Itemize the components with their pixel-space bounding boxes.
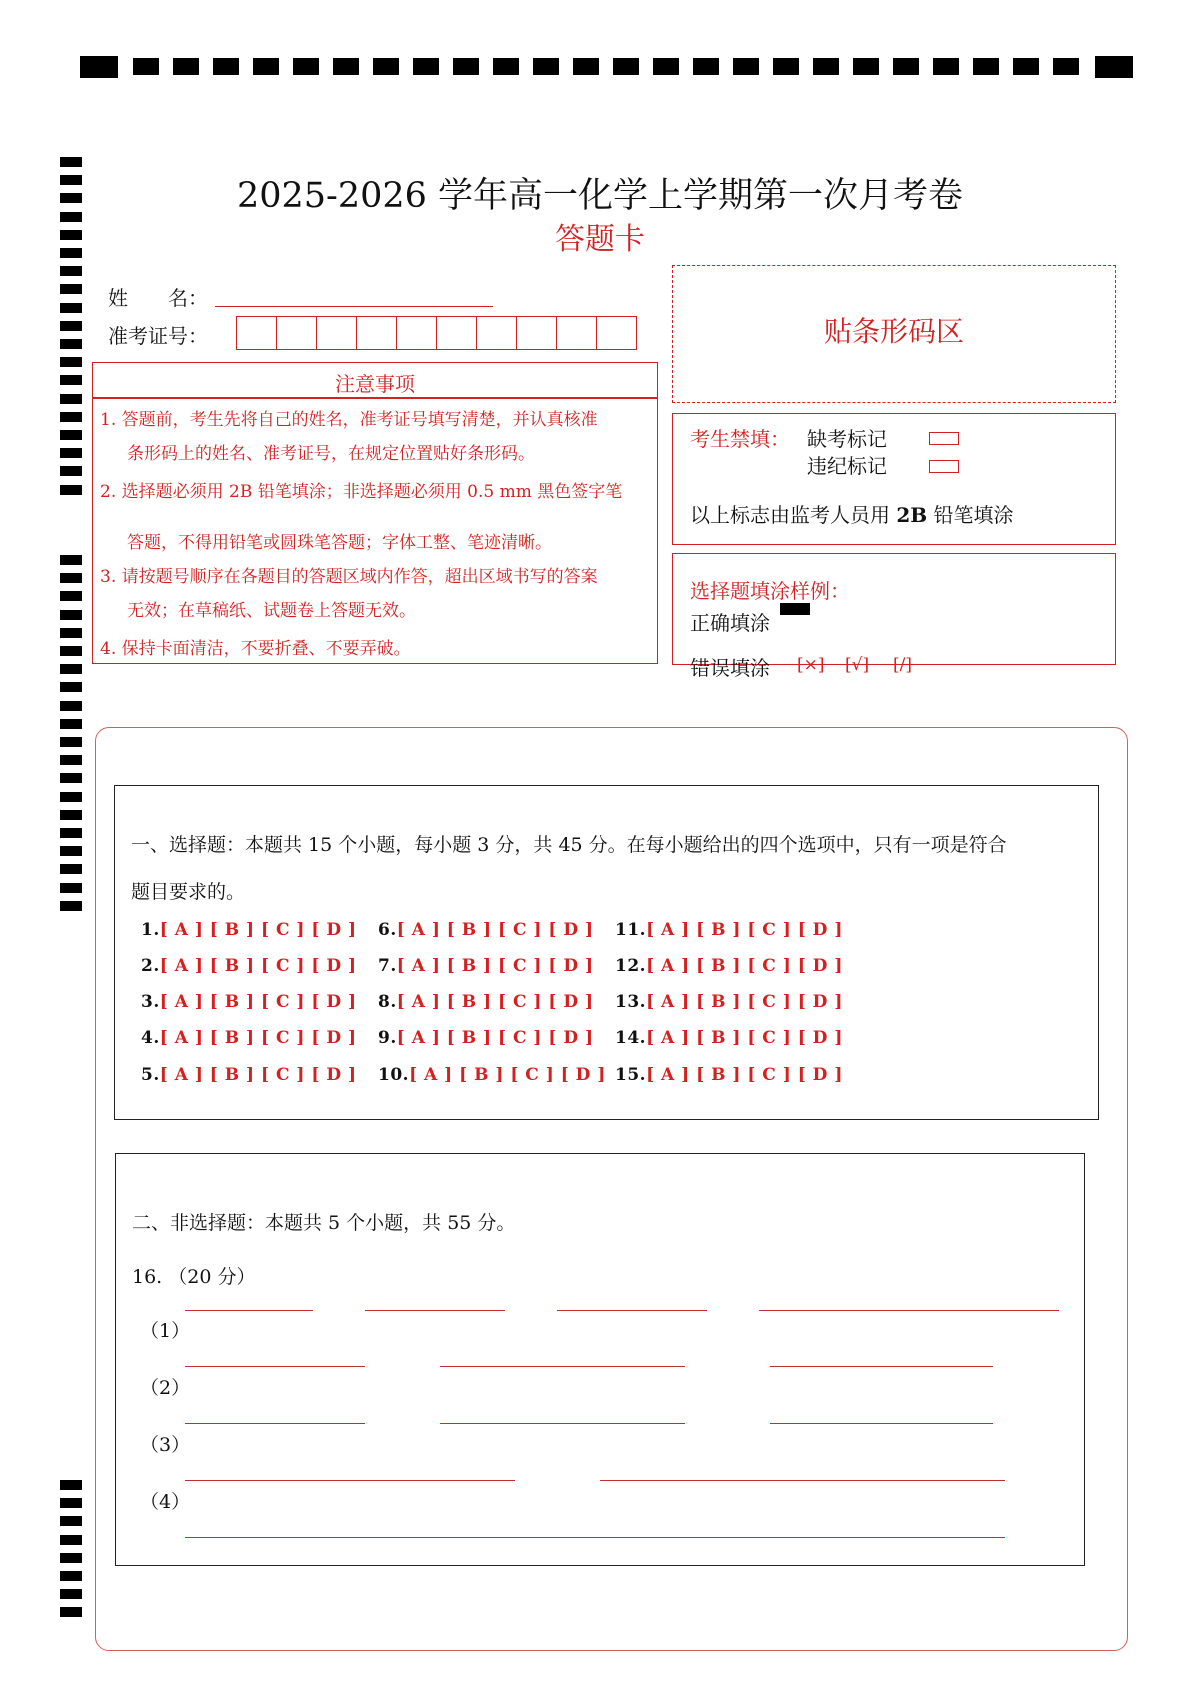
timing-mark bbox=[60, 610, 82, 620]
notice-line-4: 答题，不得用铅笔或圆珠笔答题；字体工整、笔迹清晰。 bbox=[127, 533, 552, 553]
timing-mark bbox=[60, 846, 82, 856]
timing-mark bbox=[693, 58, 719, 75]
timing-mark bbox=[373, 58, 399, 75]
timing-mark bbox=[733, 58, 759, 75]
timing-mark bbox=[60, 284, 82, 294]
timing-mark bbox=[60, 1589, 82, 1599]
option-bubbles[interactable]: [ A ] [ B ] [ C ] [ D ] bbox=[409, 1065, 606, 1085]
choice-question bbox=[615, 956, 843, 976]
choice-question bbox=[378, 920, 594, 940]
part-2-label: （2） bbox=[140, 1377, 191, 1399]
question-number: 1. bbox=[141, 920, 160, 940]
answer-line[interactable] bbox=[770, 1423, 993, 1424]
wrong-mark-check: [√] bbox=[845, 655, 870, 675]
timing-mark bbox=[60, 810, 82, 820]
timing-mark bbox=[60, 412, 82, 422]
timing-mark bbox=[80, 56, 118, 78]
notice-heading-box bbox=[92, 362, 658, 398]
section-choice-instruction-1: 一、选择题：本题共 15 个小题，每小题 3 分，共 45 分。在每小题给出的四个选项中，只有一项是符合 bbox=[131, 834, 1007, 856]
timing-mark bbox=[60, 737, 82, 747]
timing-mark bbox=[60, 157, 82, 167]
page-title: 2025-2026 学年高一化学上学期第一次月考卷 bbox=[236, 176, 964, 216]
barcode-label: 贴条形码区 bbox=[823, 315, 964, 348]
correct-fill-label: 正确填涂 bbox=[690, 611, 770, 635]
timing-mark bbox=[173, 58, 199, 75]
answer-line[interactable] bbox=[770, 1366, 993, 1367]
timing-mark bbox=[60, 883, 82, 893]
timing-mark bbox=[60, 357, 82, 367]
timing-mark bbox=[1053, 58, 1079, 75]
timing-mark bbox=[573, 58, 599, 75]
answer-line[interactable] bbox=[440, 1366, 685, 1367]
choice-question bbox=[615, 1065, 843, 1085]
timing-mark bbox=[493, 58, 519, 75]
timing-mark bbox=[853, 58, 879, 75]
timing-mark bbox=[60, 664, 82, 674]
choice-question bbox=[141, 1028, 357, 1048]
choice-question bbox=[378, 956, 594, 976]
timing-mark bbox=[60, 448, 82, 458]
exam-id-digit-box[interactable] bbox=[316, 316, 357, 350]
option-bubbles[interactable]: [ A ] [ B ] [ C ] [ D ] bbox=[396, 920, 594, 940]
exam-id-digit-box[interactable] bbox=[476, 316, 517, 350]
option-bubbles[interactable]: [ A ] [ B ] [ C ] [ D ] bbox=[159, 956, 357, 976]
question-number: 13. bbox=[615, 992, 647, 1012]
option-bubbles[interactable]: [ A ] [ B ] [ C ] [ D ] bbox=[646, 992, 843, 1012]
exam-id-digit-box[interactable] bbox=[276, 316, 317, 350]
timing-mark bbox=[60, 646, 82, 656]
choice-question bbox=[141, 992, 357, 1012]
wrong-mark-cross: [×] bbox=[797, 655, 825, 675]
answer-line[interactable] bbox=[759, 1310, 1059, 1311]
section-choice-instruction-2: 题目要求的。 bbox=[131, 881, 246, 903]
timing-mark bbox=[60, 792, 82, 802]
question-number: 3. bbox=[141, 992, 160, 1012]
choice-question bbox=[378, 1028, 594, 1048]
timing-mark bbox=[773, 58, 799, 75]
timing-mark bbox=[973, 58, 999, 75]
exam-id-digit-box[interactable] bbox=[436, 316, 477, 350]
option-bubbles[interactable]: [ A ] [ B ] [ C ] [ D ] bbox=[646, 920, 843, 940]
timing-mark bbox=[893, 58, 919, 75]
timing-mark bbox=[60, 375, 82, 385]
wrong-mark-slash: [/] bbox=[893, 655, 912, 675]
answer-line[interactable] bbox=[557, 1310, 707, 1311]
absent-mark-box[interactable] bbox=[929, 432, 959, 445]
timing-mark bbox=[60, 555, 82, 565]
timing-mark bbox=[60, 864, 82, 874]
choice-question bbox=[141, 920, 357, 940]
question-number: 6. bbox=[378, 920, 397, 940]
timing-mark bbox=[60, 719, 82, 729]
question-number: 7. bbox=[378, 956, 397, 976]
timing-mark bbox=[60, 573, 82, 583]
timing-mark bbox=[60, 755, 82, 765]
question-number: 14. bbox=[615, 1028, 647, 1048]
answer-line[interactable] bbox=[365, 1310, 505, 1311]
notice-heading: 注意事项 bbox=[335, 372, 415, 396]
option-bubbles[interactable]: [ A ] [ B ] [ C ] [ D ] bbox=[159, 1065, 357, 1085]
question-number: 8. bbox=[378, 992, 397, 1012]
timing-mark bbox=[60, 1535, 82, 1545]
timing-mark bbox=[1013, 58, 1039, 75]
notice-line-5: 3. 请按题号顺序在各题目的答题区域内作答，超出区域书写的答案 bbox=[100, 567, 598, 587]
notice-line-7: 4. 保持卡面清洁，不要折叠、不要弄破。 bbox=[100, 639, 411, 659]
exam-id-digit-box[interactable] bbox=[516, 316, 557, 350]
option-bubbles[interactable]: [ A ] [ B ] [ C ] [ D ] bbox=[646, 1065, 843, 1085]
timing-mark bbox=[60, 701, 82, 711]
part-4-label: （4） bbox=[140, 1491, 191, 1513]
proctor-note: 以上标志由监考人员用 2B 铅笔填涂 bbox=[690, 503, 1014, 527]
question-number: 2. bbox=[141, 956, 160, 976]
timing-mark bbox=[60, 1480, 82, 1490]
question-number: 10. bbox=[378, 1065, 410, 1085]
exam-id-digit-box[interactable] bbox=[396, 316, 437, 350]
notice-line-3: 2. 选择题必须用 2B 铅笔填涂；非选择题必须用 0.5 mm 黑色签字笔 bbox=[100, 482, 623, 502]
timing-mark bbox=[60, 1607, 82, 1617]
part-1-label: （1） bbox=[140, 1320, 191, 1342]
option-bubbles[interactable]: [ A ] [ B ] [ C ] [ D ] bbox=[159, 992, 357, 1012]
name-field[interactable] bbox=[215, 306, 493, 307]
proctor-label: 考生禁填： bbox=[690, 427, 790, 451]
answer-line[interactable] bbox=[185, 1423, 365, 1424]
option-bubbles[interactable]: [ A ] [ B ] [ C ] [ D ] bbox=[396, 1028, 594, 1048]
answer-line[interactable] bbox=[185, 1310, 313, 1311]
timing-mark bbox=[60, 485, 82, 495]
timing-mark bbox=[60, 266, 82, 276]
timing-mark bbox=[1095, 56, 1133, 78]
question-number: 11. bbox=[615, 920, 647, 940]
exam-id-digit-box[interactable] bbox=[356, 316, 397, 350]
timing-mark bbox=[933, 58, 959, 75]
question-number: 12. bbox=[615, 956, 647, 976]
timing-mark bbox=[60, 591, 82, 601]
answer-line[interactable] bbox=[600, 1480, 1005, 1481]
notice-line-6: 无效；在草稿纸、试题卷上答题无效。 bbox=[127, 601, 416, 621]
timing-mark bbox=[453, 58, 479, 75]
barcode-area bbox=[672, 265, 1116, 403]
question-number: 5. bbox=[141, 1065, 160, 1085]
exam-id-label: 准考证号： bbox=[108, 324, 208, 348]
timing-mark bbox=[533, 58, 559, 75]
answer-line[interactable] bbox=[185, 1366, 365, 1367]
choice-question bbox=[615, 1028, 843, 1048]
timing-mark bbox=[60, 430, 82, 440]
timing-mark bbox=[60, 303, 82, 313]
timing-mark bbox=[60, 1516, 82, 1526]
answer-line[interactable] bbox=[185, 1480, 515, 1481]
notice-line-2: 条形码上的姓名、准考证号，在规定位置贴好条形码。 bbox=[127, 444, 535, 464]
wrong-fill-label: 错误填涂 bbox=[690, 656, 770, 680]
timing-mark bbox=[613, 58, 639, 75]
choice-question bbox=[615, 992, 843, 1012]
exam-id-digit-box[interactable] bbox=[556, 316, 597, 350]
answer-line[interactable] bbox=[185, 1537, 1005, 1538]
timing-mark bbox=[60, 466, 82, 476]
choice-question bbox=[141, 956, 357, 976]
timing-mark bbox=[60, 321, 82, 331]
timing-mark bbox=[60, 901, 82, 911]
absent-label: 缺考标记 bbox=[807, 427, 887, 451]
question-16-label: 16. （20 分） bbox=[132, 1266, 256, 1288]
choice-question bbox=[615, 920, 843, 940]
choice-question bbox=[378, 1065, 606, 1085]
timing-mark bbox=[60, 1498, 82, 1508]
timing-mark bbox=[133, 58, 159, 75]
answer-line[interactable] bbox=[440, 1423, 685, 1424]
timing-mark bbox=[653, 58, 679, 75]
choice-question bbox=[141, 1065, 357, 1085]
timing-mark bbox=[333, 58, 359, 75]
timing-mark bbox=[60, 682, 82, 692]
timing-mark bbox=[413, 58, 439, 75]
option-bubbles[interactable]: [ A ] [ B ] [ C ] [ D ] bbox=[159, 920, 357, 940]
question-number: 4. bbox=[141, 1028, 160, 1048]
timing-mark bbox=[253, 58, 279, 75]
timing-mark bbox=[60, 394, 82, 404]
violation-label: 违纪标记 bbox=[807, 454, 887, 478]
fill-sample-heading: 选择题填涂样例： bbox=[690, 579, 850, 603]
option-bubbles[interactable]: [ A ] [ B ] [ C ] [ D ] bbox=[396, 956, 594, 976]
timing-mark bbox=[60, 773, 82, 783]
option-bubbles[interactable]: [ A ] [ B ] [ C ] [ D ] bbox=[159, 1028, 357, 1048]
timing-mark bbox=[813, 58, 839, 75]
choice-question bbox=[378, 992, 594, 1012]
exam-id-digit-box[interactable] bbox=[596, 316, 637, 350]
timing-mark bbox=[293, 58, 319, 75]
timing-mark bbox=[60, 828, 82, 838]
question-number: 9. bbox=[378, 1028, 397, 1048]
timing-mark bbox=[60, 628, 82, 638]
timing-mark bbox=[213, 58, 239, 75]
name-label: 姓 名： bbox=[108, 286, 208, 310]
page-subtitle: 答题卡 bbox=[555, 222, 645, 257]
exam-id-digit-box[interactable] bbox=[236, 316, 277, 350]
violation-mark-box[interactable] bbox=[929, 460, 959, 473]
option-bubbles[interactable]: [ A ] [ B ] [ C ] [ D ] bbox=[646, 956, 843, 976]
timing-mark bbox=[60, 339, 82, 349]
timing-mark bbox=[60, 1571, 82, 1581]
section-open-instruction: 二、非选择题：本题共 5 个小题，共 55 分。 bbox=[132, 1212, 516, 1234]
option-bubbles[interactable]: [ A ] [ B ] [ C ] [ D ] bbox=[396, 992, 594, 1012]
option-bubbles[interactable]: [ A ] [ B ] [ C ] [ D ] bbox=[646, 1028, 843, 1048]
part-3-label: （3） bbox=[140, 1434, 191, 1456]
question-number: 15. bbox=[615, 1065, 647, 1085]
correct-fill-sample bbox=[780, 603, 810, 615]
timing-mark bbox=[60, 1553, 82, 1563]
notice-line-1: 1. 答题前，考生先将自己的姓名，准考证号填写清楚，并认真核准 bbox=[100, 410, 598, 430]
